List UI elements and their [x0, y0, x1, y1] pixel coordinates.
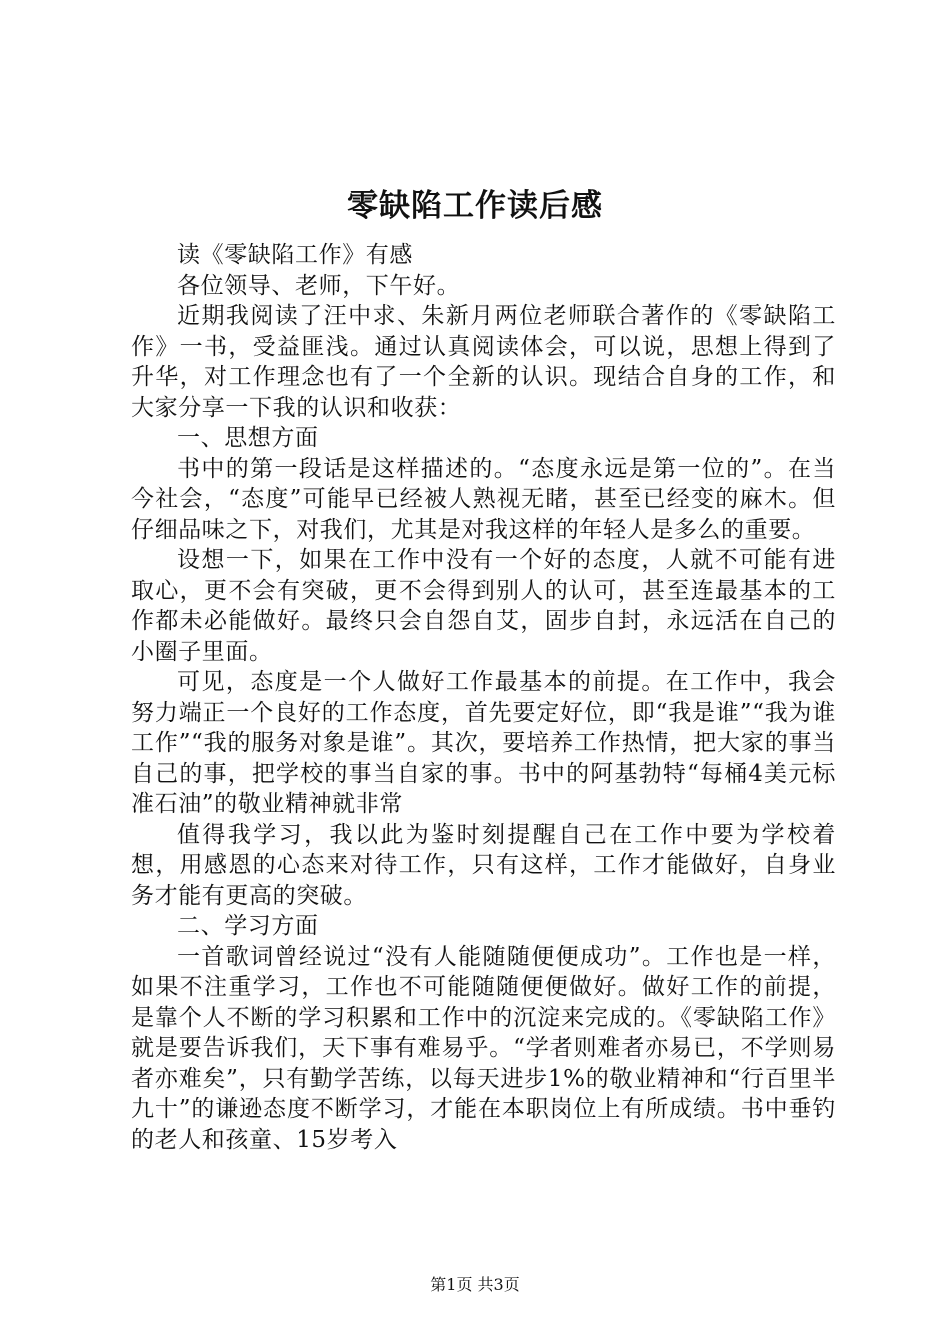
paragraph: 近期我阅读了汪中求、朱新月两位老师联合著作的《零缺陷工作》一书，受益匪浅。通过认真阅读体会，可以说，思想上得到了升华，对工作理念也有了一个全新的认识。现结合自身的工作，和大家分享一下我的认识和收获：: [131, 303, 836, 421]
section-heading: 一、思想方面: [177, 425, 319, 451]
document-body: [131, 240, 836, 1155]
paragraph: 设想一下，如果在工作中没有一个好的态度，人就不可能有进取心，更不会有突破，更不会得到别人的认可，甚至连最基本的工作都未必能做好。最终只会自怨自艾，固步自封，永远活在自己的小圈子里面。: [131, 547, 836, 665]
paragraph: 值得我学习，我以此为鉴时刻提醒自己在工作中要为学校着想，用感恩的心态来对待工作，只有这样，工作才能做好，自身业务才能有更高的突破。: [131, 821, 836, 909]
document-title: 零缺陷工作读后感: [347, 188, 603, 224]
paragraph: 各位领导、老师，下午好。: [177, 272, 461, 299]
paragraph: 读《零缺陷工作》有感: [177, 242, 413, 268]
page-footer: 第1页 共3页: [430, 1275, 520, 1294]
paragraph: 可见，态度是一个人做好工作最基本的前提。在工作中，我会努力端正一个良好的工作态度，首先要定好位，即“我是谁”“我为谁工作”“我的服务对象是谁”。其次，要培养工作热情，把大家的事当自己的事，把学校的事当自家的事。书中的阿基勃特“每桶4美元标准石油”的敬业精神就非常: [131, 669, 836, 817]
section-heading: 二、学习方面: [177, 913, 319, 939]
paragraph: 书中的第一段话是这样描述的。“态度永远是第一位的”。在当今社会，“态度”可能早已经被人熟视无睹，甚至已经变的麻木。但仔细品味之下，对我们，尤其是对我这样的年轻人是多么的重要。: [131, 455, 836, 543]
paragraph: 一首歌词曾经说过“没有人能随随便便成功”。工作也是一样，如果不注重学习，工作也不可能随随便便做好。做好工作的前提，是靠个人不断的学习积累和工作中的沉淀来完成的。《零缺陷工作》就是要告诉我们，天下事有难易乎。“学者则难者亦易已，不学则易者亦难矣”，只有勤学苦练，以每天进步1%的敬业精神和“行百里半九十”的谦逊态度不断学习，才能在本职岗位上有所成绩。书中垂钓的老人和孩童、15岁考入: [131, 943, 836, 1153]
